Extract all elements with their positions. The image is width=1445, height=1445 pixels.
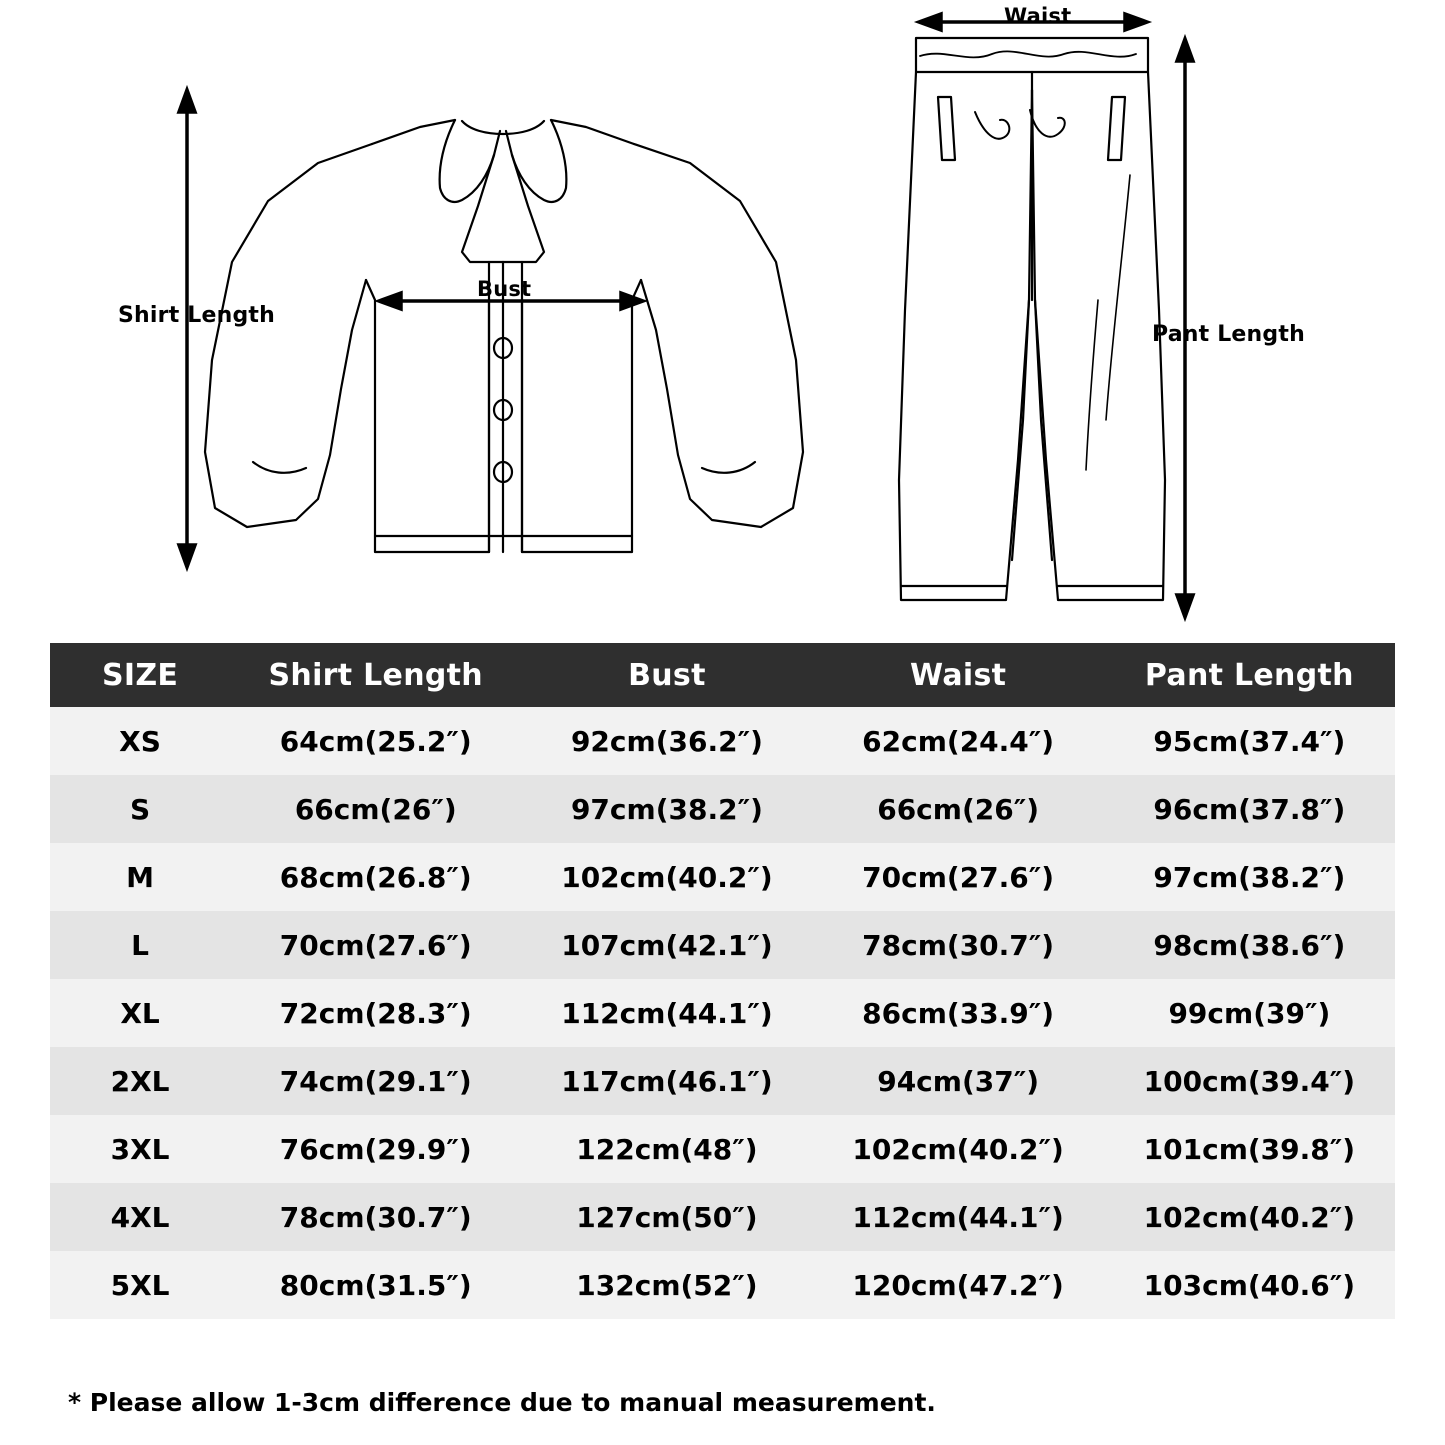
table-row: [50, 1047, 1395, 1115]
cell-pant-length: 102cm(40.2″): [1104, 1183, 1395, 1251]
cell-shirt-length: 78cm(30.7″): [230, 1183, 521, 1251]
cell-shirt-length: 68cm(26.8″): [230, 843, 521, 911]
cell-size: XS: [50, 707, 230, 775]
cell-pant-length: 103cm(40.6″): [1104, 1251, 1395, 1319]
cell-pant-length: 98cm(38.6″): [1104, 911, 1395, 979]
cell-waist: 120cm(47.2″): [813, 1251, 1104, 1319]
cell-waist: 102cm(40.2″): [813, 1115, 1104, 1183]
cell-size: L: [50, 911, 230, 979]
shirt-illustration: [205, 120, 803, 552]
table-row: [50, 707, 1395, 775]
cell-bust: 102cm(40.2″): [521, 843, 812, 911]
cell-size: S: [50, 775, 230, 843]
header-bust: Bust: [521, 643, 812, 707]
cell-pant-length: 99cm(39″): [1104, 979, 1395, 1047]
cell-shirt-length: 74cm(29.1″): [230, 1047, 521, 1115]
cell-bust: 97cm(38.2″): [521, 775, 812, 843]
cell-pant-length: 97cm(38.2″): [1104, 843, 1395, 911]
cell-bust: 122cm(48″): [521, 1115, 812, 1183]
cell-pant-length: 96cm(37.8″): [1104, 775, 1395, 843]
cell-shirt-length: 66cm(26″): [230, 775, 521, 843]
header-shirt-length: Shirt Length: [230, 643, 521, 707]
cell-bust: 117cm(46.1″): [521, 1047, 812, 1115]
pant-length-label: Pant Length: [1152, 322, 1305, 347]
shirt-length-label: Shirt Length: [118, 303, 276, 328]
cell-size: XL: [50, 979, 230, 1047]
cell-shirt-length: 72cm(28.3″): [230, 979, 521, 1047]
cell-bust: 132cm(52″): [521, 1251, 812, 1319]
cell-bust: 92cm(36.2″): [521, 707, 812, 775]
cell-waist: 86cm(33.9″): [813, 979, 1104, 1047]
cell-waist: 66cm(26″): [813, 775, 1104, 843]
header-waist: Waist: [813, 643, 1104, 707]
cell-size: 3XL: [50, 1115, 230, 1183]
cell-waist: 94cm(37″): [813, 1047, 1104, 1115]
cell-bust: 107cm(42.1″): [521, 911, 812, 979]
cell-shirt-length: 70cm(27.6″): [230, 911, 521, 979]
table-header-row: [50, 643, 1395, 707]
cell-size: M: [50, 843, 230, 911]
table-row: [50, 1183, 1395, 1251]
cell-pant-length: 101cm(39.8″): [1104, 1115, 1395, 1183]
table-row: [50, 911, 1395, 979]
cell-pant-length: 100cm(39.4″): [1104, 1047, 1395, 1115]
measurement-footnote: * Please allow 1-3cm difference due to manual measurement.: [68, 1388, 936, 1417]
shirt-length-arrow: [179, 90, 195, 567]
table-row: [50, 775, 1395, 843]
table-row: [50, 1115, 1395, 1183]
table-body: [50, 707, 1395, 1319]
cell-waist: 78cm(30.7″): [813, 911, 1104, 979]
cell-size: 5XL: [50, 1251, 230, 1319]
cell-shirt-length: 76cm(29.9″): [230, 1115, 521, 1183]
header-pant-length: Pant Length: [1104, 643, 1395, 707]
garment-illustrations: [0, 0, 1445, 638]
pants-illustration: [899, 38, 1165, 600]
cell-pant-length: 95cm(37.4″): [1104, 707, 1395, 775]
table-row: [50, 843, 1395, 911]
header-size: SIZE: [50, 643, 230, 707]
cell-size: 2XL: [50, 1047, 230, 1115]
cell-bust: 127cm(50″): [521, 1183, 812, 1251]
bust-label: Bust: [477, 277, 532, 301]
table-row: [50, 979, 1395, 1047]
cell-bust: 112cm(44.1″): [521, 979, 812, 1047]
cell-waist: 112cm(44.1″): [813, 1183, 1104, 1251]
cell-size: 4XL: [50, 1183, 230, 1251]
table-header: [50, 643, 1395, 707]
cell-waist: 70cm(27.6″): [813, 843, 1104, 911]
waist-label: Waist: [1004, 4, 1072, 28]
cell-waist: 62cm(24.4″): [813, 707, 1104, 775]
size-chart-table: [50, 643, 1395, 1319]
cell-shirt-length: 80cm(31.5″): [230, 1251, 521, 1319]
cell-shirt-length: 64cm(25.2″): [230, 707, 521, 775]
table-row: [50, 1251, 1395, 1319]
